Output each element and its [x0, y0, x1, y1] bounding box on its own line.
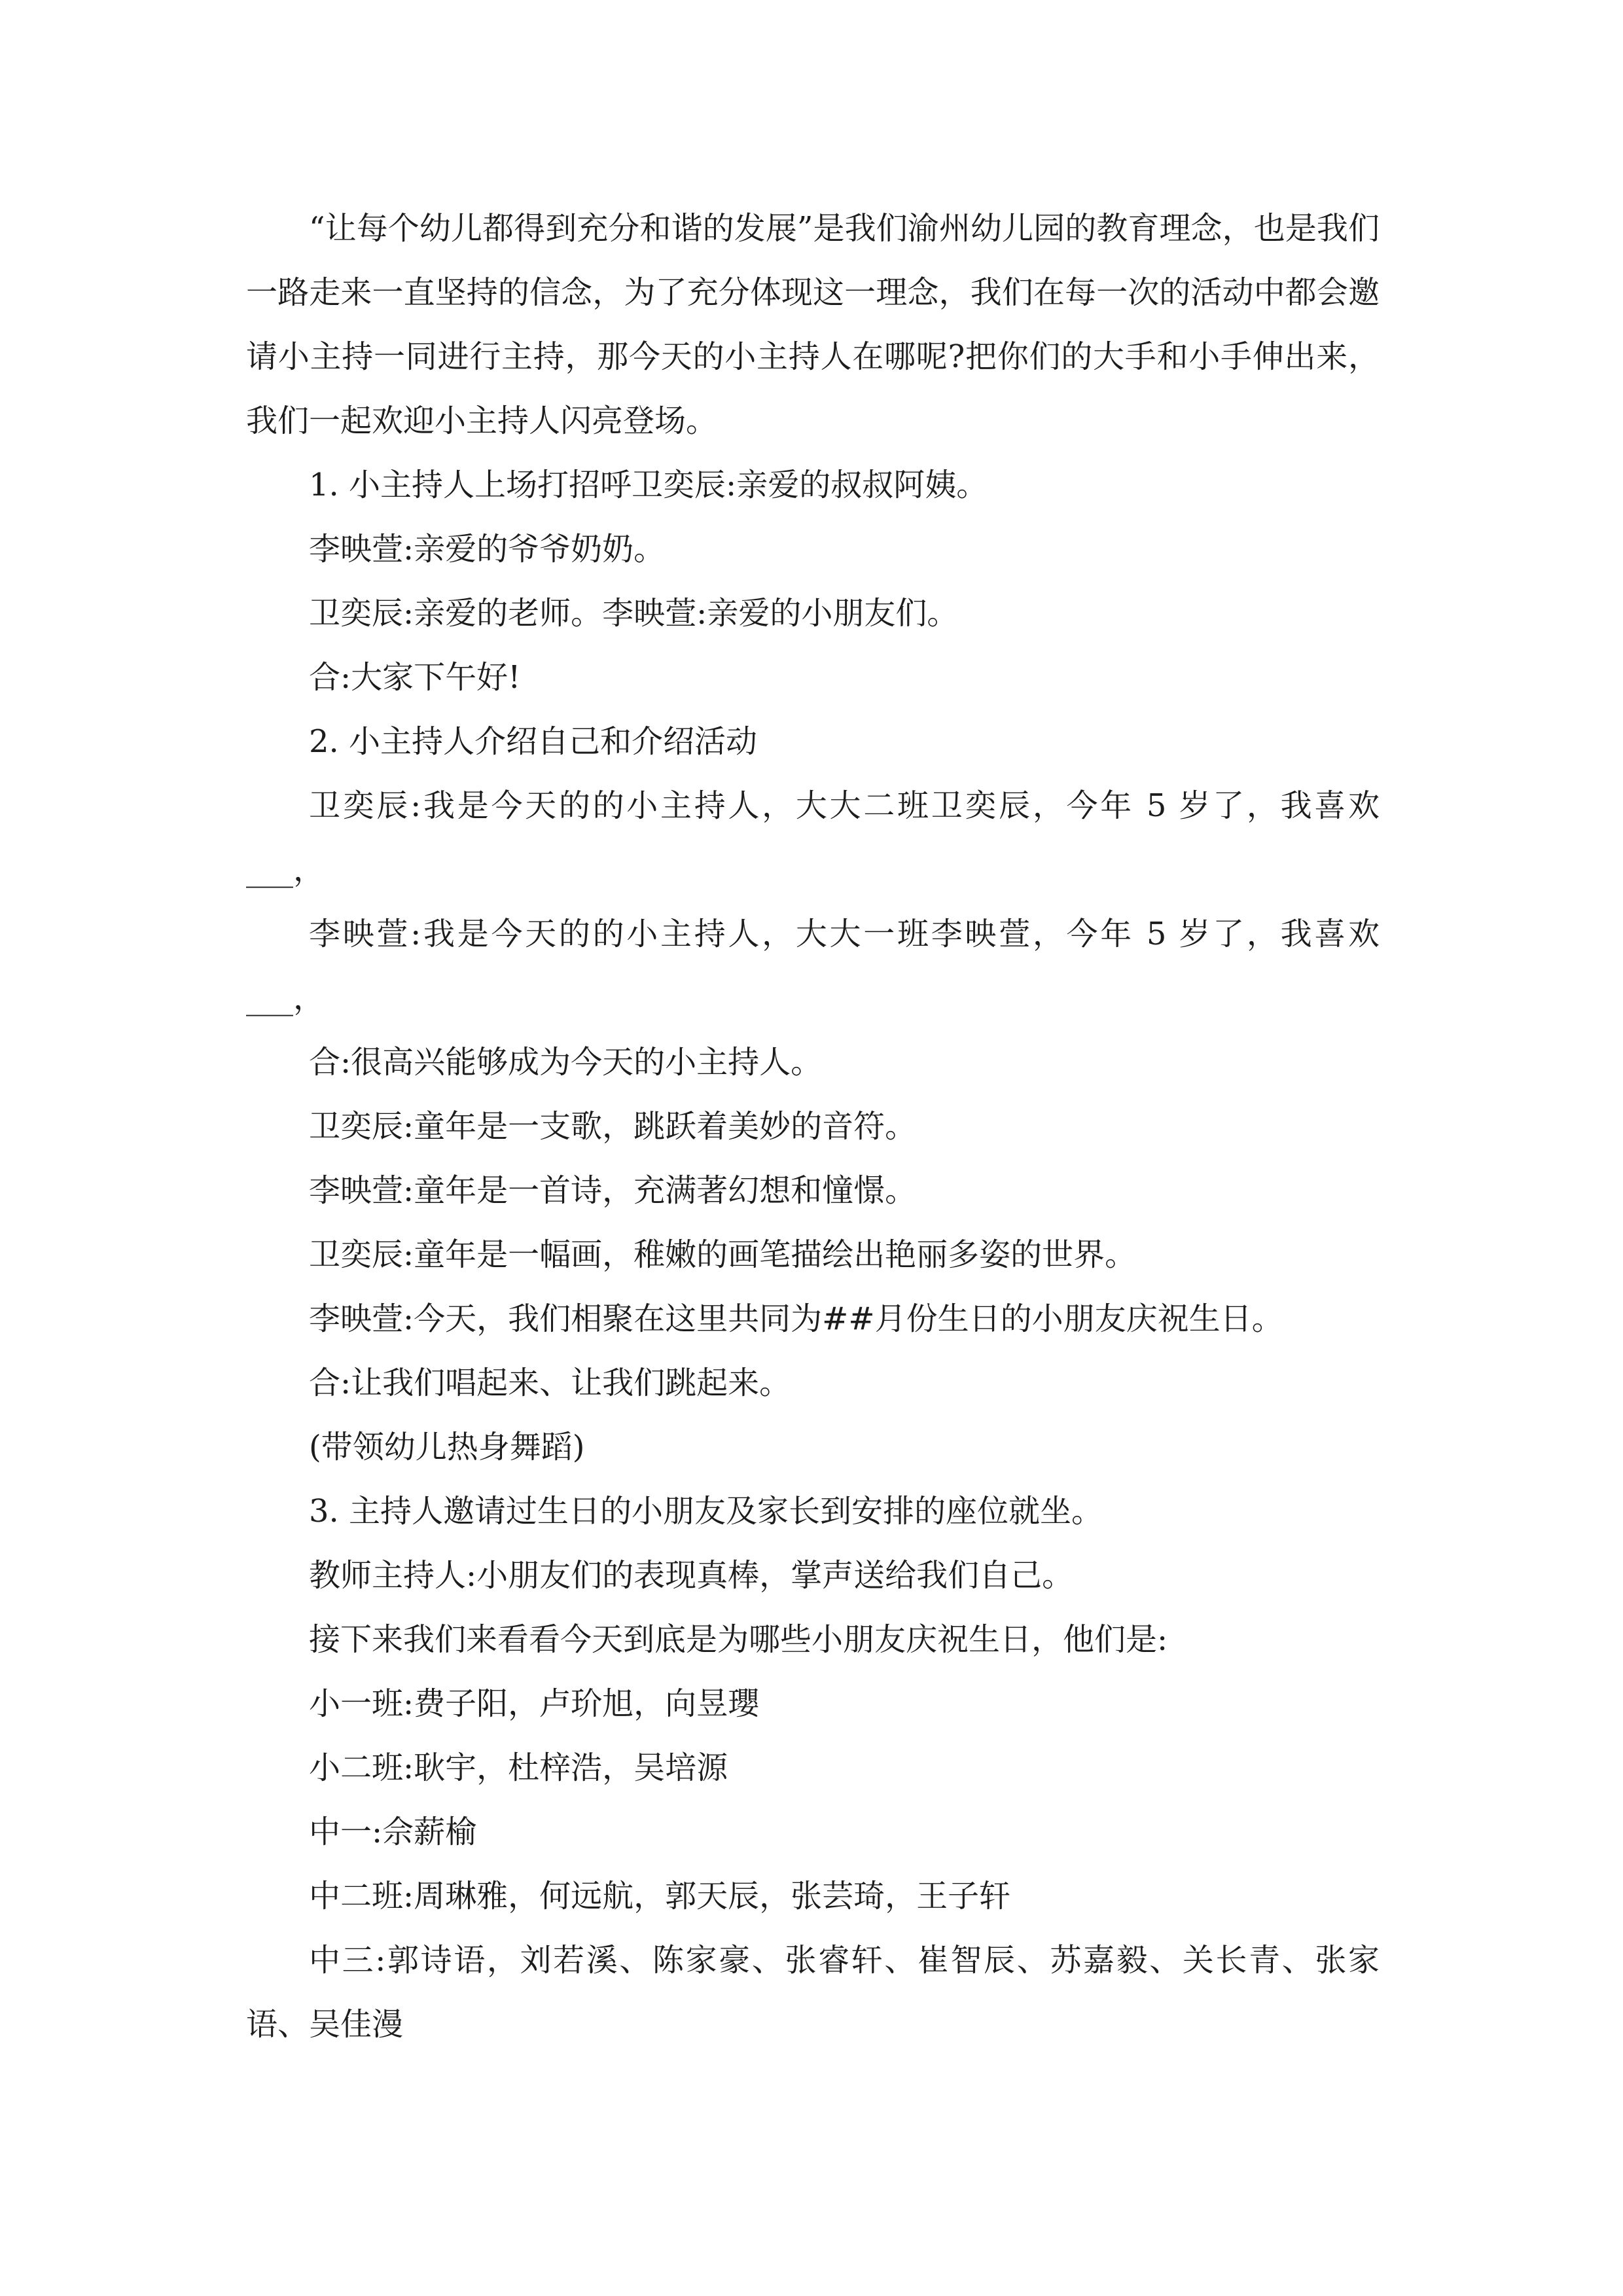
document-body: [246, 196, 1390, 2056]
dialogue-line: 卫奕辰:亲爱的老师。李映萱:亲爱的小朋友们。: [309, 595, 959, 632]
dialogue-line: 接下来我们来看看今天到底是为哪些小朋友庆祝生日，他们是:: [309, 1621, 1168, 1658]
stage-direction: (带领幼儿热身舞蹈): [309, 1429, 585, 1465]
class-name-list: 中一:佘薪榆: [309, 1814, 477, 1850]
dialogue-line: 合:大家下午好!: [309, 659, 521, 696]
dialogue-line: 卫奕辰:童年是一支歌，跳跃着美妙的音符。: [309, 1108, 917, 1145]
dialogue-line: 合:让我们唱起来、让我们跳起来。: [309, 1365, 791, 1401]
dialogue-line: 李映萱:童年是一首诗，充满著幻想和憧憬。: [309, 1172, 917, 1209]
class-name-list: 中二班:周琳雅，何远航，郭天辰，张芸琦，王子轩: [309, 1878, 1011, 1914]
dialogue-line: 李映萱:我是今天的的小主持人，大大一班李映萱，今年 5 岁了，我喜欢 ___，: [246, 916, 1390, 1016]
class-name-list: 小二班:耿宇，杜梓浩，吴培源: [309, 1749, 728, 1786]
dialogue-line: 李映萱:今天，我们相聚在这里共同为##月份生日的小朋友庆祝生日。: [309, 1300, 1283, 1337]
class-name-list: 中三:郭诗语，刘若溪、陈家豪、张睿轩、崔智辰、苏嘉毅、关长青、张家语、吴佳漫: [246, 1942, 1380, 2043]
intro-paragraph: “让每个幼儿都得到充分和谐的发展”是我们渝州幼儿园的教育理念，也是我们一路走来一直坚持的信念，为了充分体现这一理念，我们在每一次的活动中都会邀请小主持一同进行主持，那今天的小主持人在哪呢?把你们的大手和小手伸出来，我们一起欢迎小主持人闪亮登场。: [246, 210, 1380, 439]
step-2-heading: 2. 小主持人介绍自己和介绍活动: [309, 723, 758, 760]
step-3-heading: 3. 主持人邀请过生日的小朋友及家长到安排的座位就坐。: [309, 1493, 1103, 1530]
dialogue-line: 教师主持人:小朋友们的表现真棒，掌声送给我们自己。: [309, 1557, 1074, 1594]
dialogue-line: 卫奕辰:童年是一幅画，稚嫩的画笔描绘出艳丽多姿的世界。: [309, 1236, 1137, 1273]
class-name-list: 小一班:费子阳，卢玠旭，向昱瓔: [309, 1685, 760, 1722]
dialogue-line: 合:很高兴能够成为今天的小主持人。: [309, 1044, 823, 1081]
step-1-heading: 1. 小主持人上场打招呼卫奕辰:亲爱的叔叔阿姨。: [309, 467, 988, 503]
dialogue-line: 李映萱:亲爱的爷爷奶奶。: [309, 531, 666, 567]
dialogue-line: 卫奕辰:我是今天的的小主持人，大大二班卫奕辰，今年 5 岁了，我喜欢 ___，: [246, 787, 1390, 888]
